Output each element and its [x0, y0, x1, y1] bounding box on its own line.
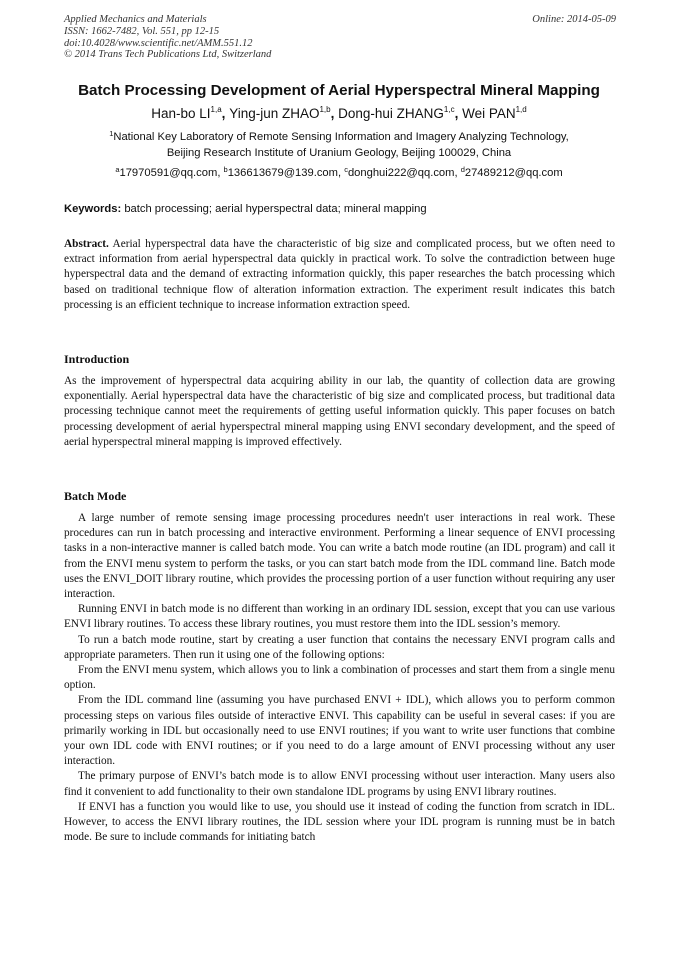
introduction-body [64, 374, 615, 450]
section-heading-batch-mode: Batch Mode [64, 489, 127, 503]
email-marker: c [344, 165, 348, 174]
author-name: Dong-hui ZHANG [338, 106, 444, 121]
author-name: Ying-jun ZHAO [229, 106, 320, 121]
affiliation-line: Beijing Research Institute of Uranium Geology, Beijing 100029, China [166, 146, 512, 159]
email-address: 17970591@qq.com [119, 167, 218, 179]
journal-issn: ISSN: 1662-7482, Vol. 551, pp 12-15 [64, 25, 220, 37]
email-marker: d [460, 165, 465, 174]
author-emails: $^a$17970591@qq.com, $^b$136613679@139.com, $^c$donghui222@qq.com, $^d$27489212@qq.com [115, 165, 563, 179]
affiliation-line: National Key Laboratory of Remote Sensing Information and Imagery Analyzing Technology, [113, 131, 569, 143]
journal-header [64, 14, 616, 61]
paragraph: If ENVI has a function you would like to use, you should use it instead of coding the function from scratch in IDL. However, to access the ENVI library routines, the IDL session where your IDL program is running must be in batch mode. Be sure to include commands for initiating batch [64, 800, 615, 844]
online-date: Online: 2014-05-09 [532, 14, 616, 25]
email-address: donghui222@qq.com [347, 167, 455, 179]
paragraph: From the ENVI menu system, which allows you to link a combination of processes and start them from a single menu option. [64, 664, 615, 692]
section-heading-introduction: Introduction [64, 352, 130, 366]
paragraph: From the IDL command line (assuming you have purchased ENVI + IDL), which allows you to perform common processing steps on various files outside of interactive ENVI. This capability can be useful in several cases: if you are primarily working in IDL but occasionally need to use ENVI routines; if you want to write user functions that combine your own IDL code with ENVI routines; or if you need to do a large amount of ENVI processing without any user interaction. [64, 694, 615, 768]
author-list: Han-bo LI$^{1,a}$, Ying-jun ZHAO$^{1,b}$, Dong-hui ZHANG$^{1,c}$, Wei PAN$^{1,d}$ [151, 105, 527, 121]
journal-doi: doi:10.4028/www.scientific.net/AMM.551.12 [64, 37, 253, 49]
email-marker: b [223, 165, 228, 174]
author-affiliation-marker: 1,c [443, 105, 455, 114]
abstract [64, 237, 615, 313]
author-name: Han-bo LI [151, 106, 211, 121]
keywords-text: batch processing; aerial hyperspectral data; mineral mapping [124, 203, 427, 215]
paragraph: As the improvement of hyperspectral data acquiring ability in our lab, the quantity of collection data are growing exponentially. Aerial hyperspectral data have the characteristic of big size and complicated process, but traditional data processing technique cannot meet the requirements of getting useful information quickly. This paper focuses on batch processing development of aerial hyperspectral mineral mapping using ENVI secondary development, and the speed of aerial hyperspectral mineral mapping is improved effectively. [64, 375, 615, 448]
abstract-label: Abstract. [64, 238, 109, 250]
batch-mode-body [64, 511, 615, 845]
paragraph: Running ENVI in batch mode is no different than working in an ordinary IDL session, except that you can use various ENVI library routines. To access these library routines, you must restore them into the IDL session’s memory. [64, 603, 615, 631]
affiliation [40, 130, 638, 161]
email-address: 27489212@qq.com [464, 167, 563, 179]
journal-copyright: © 2014 Trans Tech Publications Ltd, Switzerland [64, 49, 272, 61]
author-affiliation-marker: 1,d [515, 105, 527, 114]
paragraph: A large number of remote sensing image processing procedures needn't user interactions in real work. These procedures can run in batch processing and interactive environment. Performing a linear sequence of ENVI processing tasks in a non-interactive manner is called batch mode. You can write a batch mode routine (an IDL program) and call it from the ENVI menu system to perform the tasks, or you can start batch mode from the IDL command line. Batch mode uses the ENVI_DOIT library routine, which provides the processing portion of a user function without requiring any user interaction. [64, 512, 615, 601]
affiliation-marker: 1 [109, 129, 114, 138]
email-marker: a [115, 165, 120, 174]
keywords-label: Keywords: [64, 203, 122, 215]
author-name: Wei PAN [462, 106, 516, 121]
abstract-text: Aerial hyperspectral data have the characteristic of big size and complicated process, but we often need to extract information from aerial hyperspectral data quickly in practical work. To solve the contradiction between huge hyperspectral data and the demand of extracting information quickly, this paper researches the batch processing which based on traditional technique flow of alteration information extraction. The experiment result indicates this batch processing is an efficient technique to increase information extraction speed. [64, 238, 615, 311]
paragraph: The primary purpose of ENVI’s batch mode is to allow ENVI processing without user interaction. Many users also find it convenient to add functionality to their own standalone IDL programs by using ENVI library routines. [64, 770, 615, 798]
paper-title: Batch Processing Development of Aerial Hyperspectral Mineral Mapping [78, 82, 600, 99]
paragraph: To run a batch mode routine, start by creating a user function that contains the necessary ENVI program calls and appropriate parameters. Then run it using one of the following options: [64, 633, 615, 661]
author-affiliation-marker: 1,a [210, 105, 222, 114]
keywords [64, 202, 616, 217]
journal-name: Applied Mechanics and Materials [64, 14, 207, 25]
email-address: 136613679@139.com [227, 167, 338, 179]
author-affiliation-marker: 1,b [319, 105, 331, 114]
